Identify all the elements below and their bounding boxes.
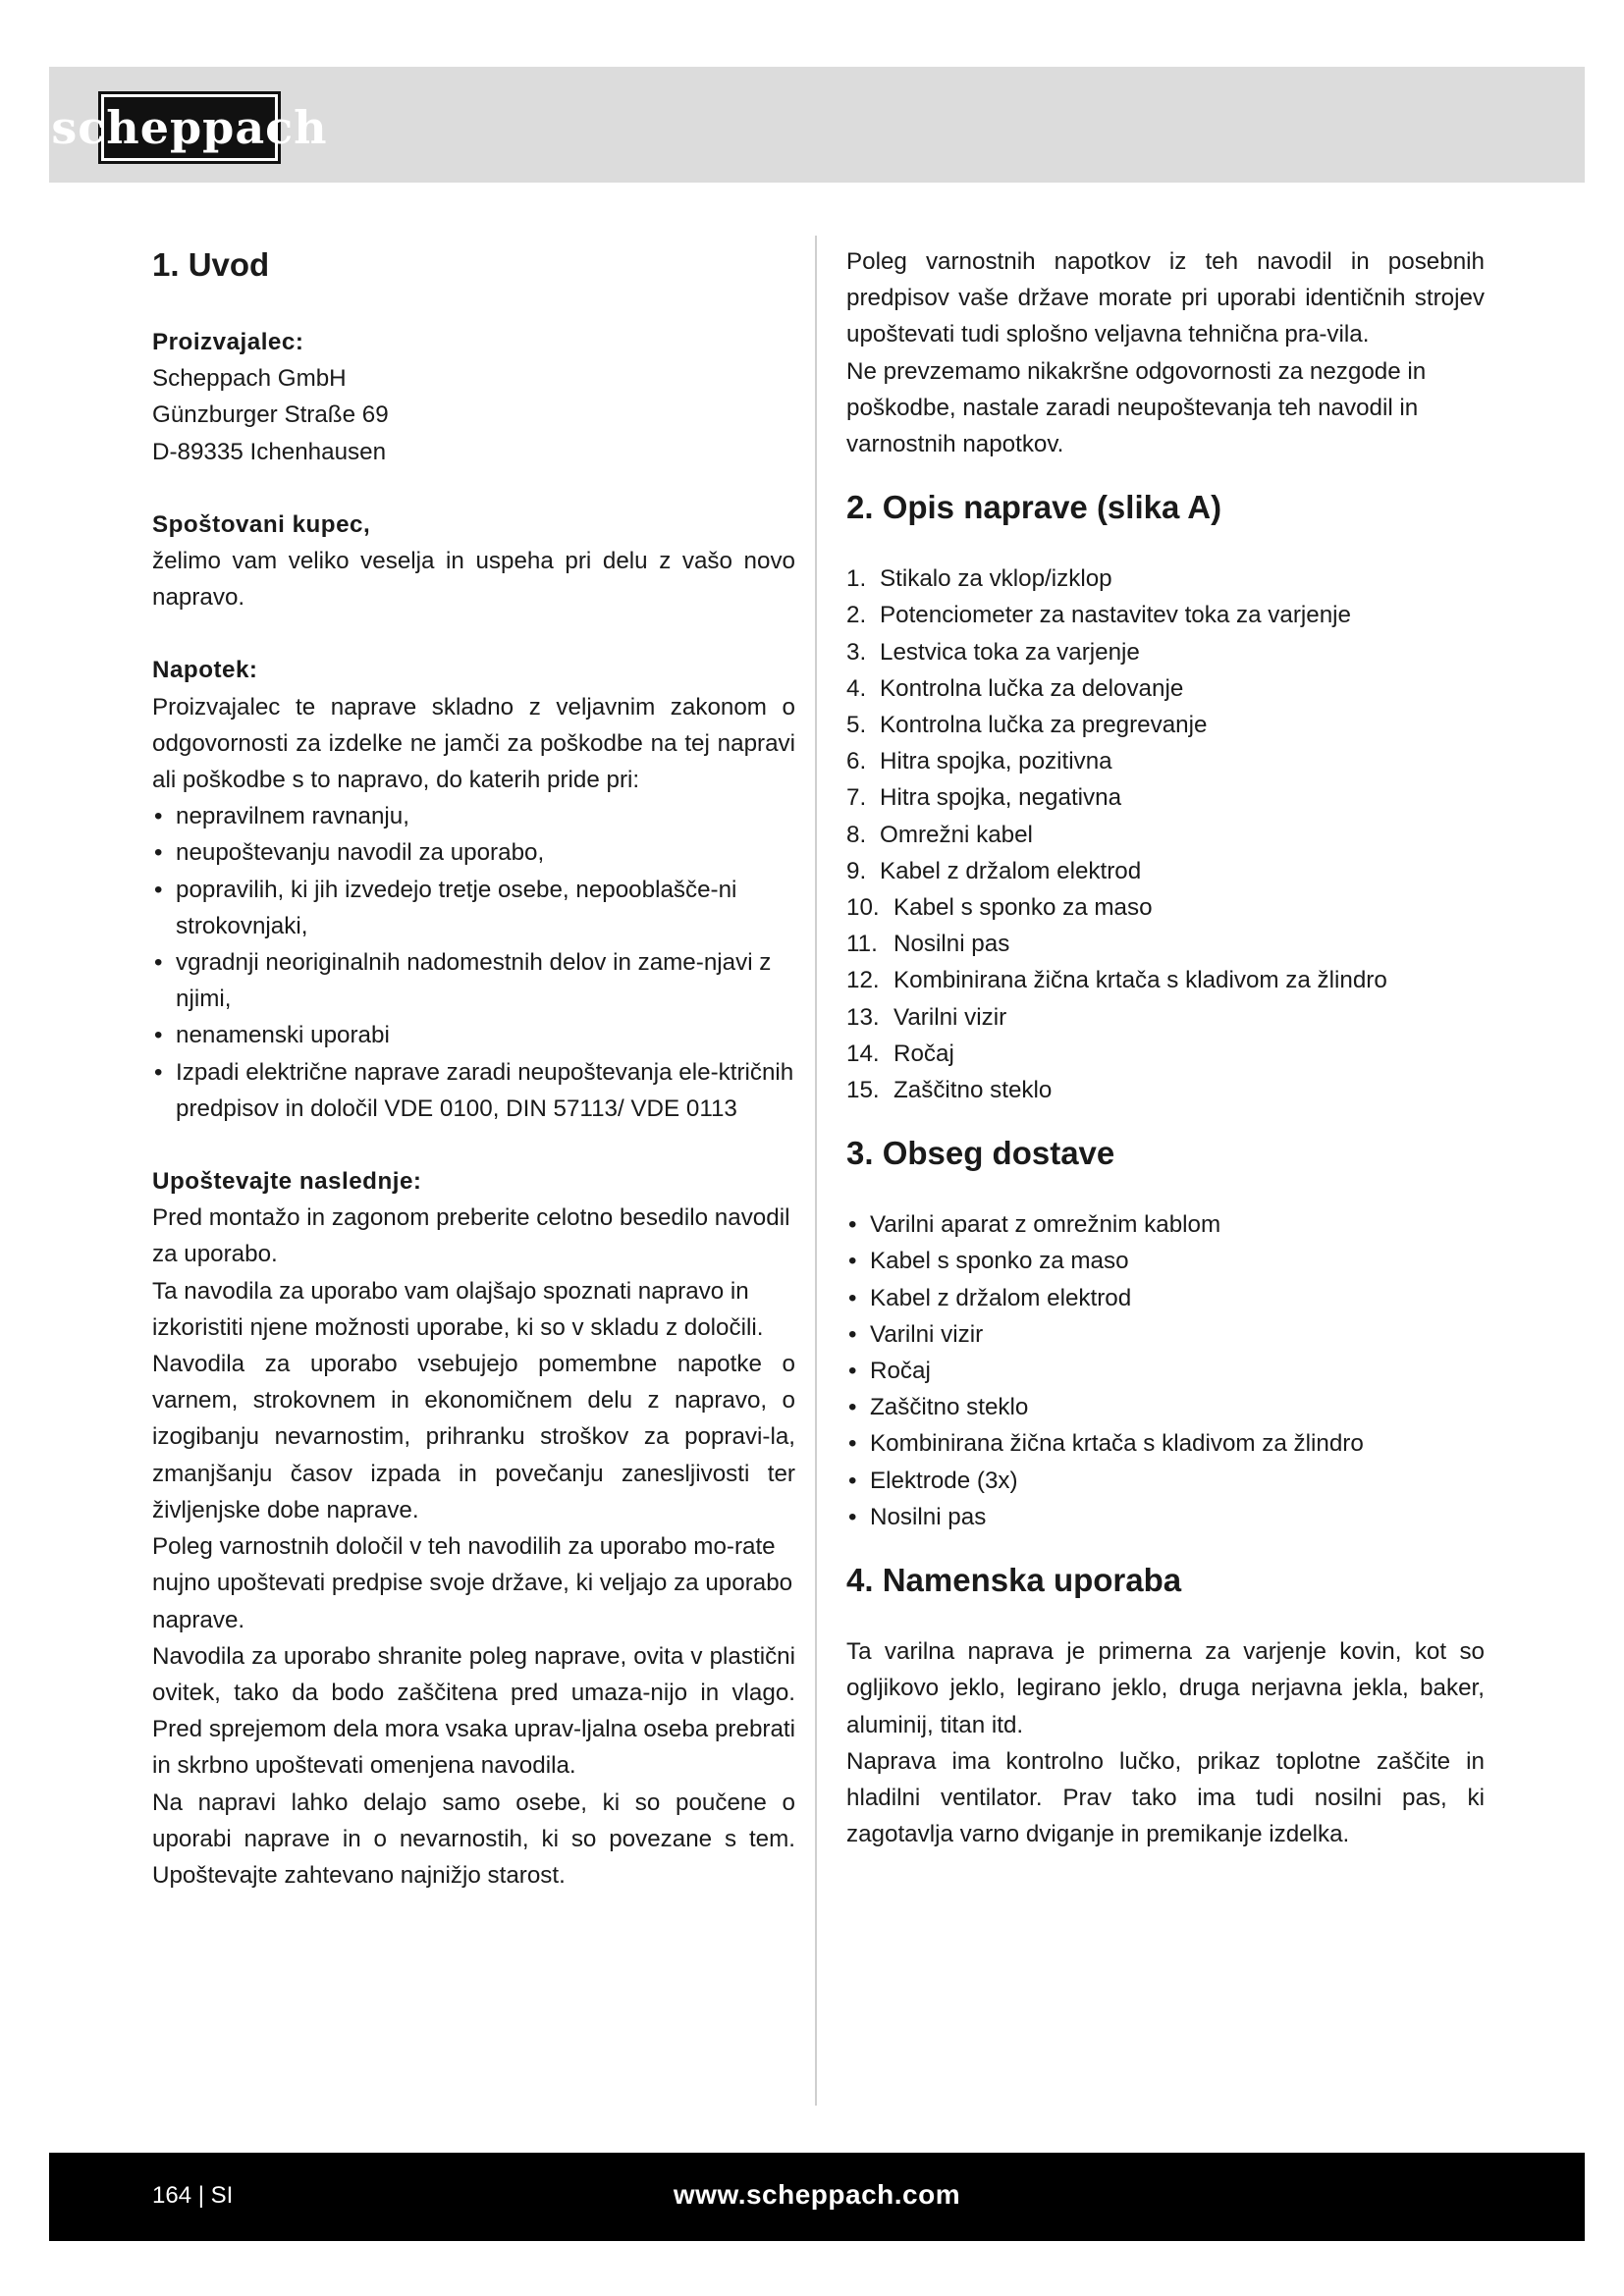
- website-link[interactable]: www.scheppach.com: [673, 2179, 961, 2210]
- list-item: 12. Kombinirana žična krtača s kladivom za žlindro: [846, 967, 1387, 994]
- section-title-opis: 2. Opis naprave (slika A): [846, 489, 1222, 526]
- customer-text: želimo vam veliko veselja in uspeha pri delu z vašo novo napravo.: [152, 548, 795, 612]
- list-item: 1. Stikalo za vklop/izklop: [846, 565, 1112, 593]
- observe-paragraph: Navodila za uporabo shranite poleg naprave, ovita v plastični ovitek, tako da bodo zaščitena pred umaza-nijo in vlago. Pred sprejemom dela mora vsaka uprav-ljalna oseba prebrati in skrbno upoštevati omenjena navodila.: [152, 1642, 795, 1780]
- page-footer: [49, 2153, 1585, 2241]
- list-item: 7. Hitra spojka, negativna: [846, 784, 1122, 812]
- left-column: [152, 243, 795, 1894]
- use-paragraph: Ta varilna naprava je primerna za varjenje kovin, kot so ogljikovo jeklo, legirano jeklo, druga nerjavna jekla, baker, aluminij, titan itd.: [846, 1638, 1485, 1738]
- list-item: 2. Potenciometer za nastavitev toka za varjenje: [846, 602, 1351, 629]
- observe-paragraph: Poleg varnostnih določil v teh navodilih za uporabo mo-rate nujno upoštevati predpise svoje države, ki veljajo za uporabo naprave.: [152, 1533, 793, 1633]
- manufacturer-line: D-89335 Ichenhausen: [152, 438, 387, 465]
- column-divider: [815, 236, 817, 2106]
- list-item: • Kabel s sponko za maso: [846, 1243, 1485, 1279]
- list-item: • popravilih, ki jih izvedejo tretje osebe, nepooblašče-ni strokovnjaki,: [152, 872, 795, 944]
- list-item: 3. Lestvica toka za varjenje: [846, 638, 1140, 666]
- use-paragraph: Naprava ima kontrolno lučko, prikaz toplotne zaščite in hladilni ventilator. Prav tako ima tudi nosilni pas, ki zagotavlja varno dviganje in premikanje izdelka.: [846, 1747, 1485, 1848]
- note-text: Proizvajalec te naprave skladno z veljavnim zakonom o odgovornosti za izdelke ne jamči za poškodbe na tej napravi ali poškodbe s to napravo, do katerih pride pri:: [152, 693, 795, 794]
- list-item: • neupoštevanju navodil za uporabo,: [152, 834, 795, 871]
- observe-paragraph: Navodila za uporabo vsebujejo pomembne napotke o varnem, strokovnem in ekonomičnem delu z napravo, o izogibanju nevarnostim, prihranku stroškov za popravi-la, zmanjšanju časov izpada in povečanju zanesljivosti ter življenjske dobe naprave.: [152, 1351, 795, 1523]
- parts-list: [846, 561, 1485, 1108]
- list-item: 8. Omrežni kabel: [846, 821, 1033, 848]
- observe-paragraph: Pred montažo in zagonom preberite celotno besedilo navodil za uporabo.: [152, 1204, 790, 1268]
- list-item: 4. Kontrolna lučka za delovanje: [846, 674, 1184, 702]
- list-item: 5. Kontrolna lučka za pregrevanje: [846, 712, 1208, 739]
- list-item: • Varilni vizir: [846, 1316, 1485, 1353]
- page-header: [49, 67, 1585, 183]
- observe-label: Upoštevajte naslednje:: [152, 1168, 422, 1196]
- list-item: • nenamenski uporabi: [152, 1017, 795, 1053]
- page-number: 164 | SI: [152, 2182, 234, 2209]
- list-item: 13. Varilni vizir: [846, 1003, 1007, 1031]
- intro-paragraph: Ne prevzemamo nikakršne odgovornosti za nezgode in poškodbe, nastale zaradi neupoštevanja teh navodil in varnostnih napotkov.: [846, 357, 1427, 458]
- observe-paragraph: Na napravi lahko delajo samo osebe, ki so poučene o uporabi naprave in o nevarnostih, ki so povezane s tem. Upoštevajte zahtevano najnižjo starost.: [152, 1789, 795, 1889]
- list-item: 6. Hitra spojka, pozitivna: [846, 748, 1112, 775]
- list-item: 9. Kabel z držalom elektrod: [846, 857, 1142, 884]
- list-item: • Varilni aparat z omrežnim kablom: [846, 1206, 1485, 1243]
- section-title-uvod: 1. Uvod: [152, 246, 270, 283]
- scheppach-logo: scheppach: [98, 91, 281, 164]
- note-list: [152, 798, 795, 1127]
- list-item: 14. Ročaj: [846, 1040, 954, 1067]
- manufacturer-label: Proizvajalec:: [152, 329, 304, 355]
- list-item: • nepravilnem ravnanju,: [152, 798, 795, 834]
- list-item: 15. Zaščitno steklo: [846, 1077, 1053, 1104]
- list-item: • Kombinirana žična krtača s kladivom za žlindro: [846, 1425, 1485, 1462]
- section-title-obseg: 3. Obseg dostave: [846, 1135, 1115, 1172]
- list-item: • Zaščitno steklo: [846, 1389, 1485, 1425]
- list-item: • Nosilni pas: [846, 1499, 1485, 1535]
- note-label: Napotek:: [152, 657, 258, 684]
- manufacturer-line: Günzburger Straße 69: [152, 401, 389, 429]
- list-item: • Elektrode (3x): [846, 1463, 1485, 1499]
- list-item: • vgradnji neoriginalnih nadomestnih delov in zame-njavi z njimi,: [152, 944, 795, 1017]
- section-title-namenska: 4. Namenska uporaba: [846, 1562, 1182, 1599]
- right-column: [846, 243, 1485, 1852]
- list-item: 10. Kabel s sponko za maso: [846, 894, 1153, 922]
- manufacturer-line: Scheppach GmbH: [152, 365, 347, 393]
- intro-paragraph: Poleg varnostnih napotkov iz teh navodil in posebnih predpisov vaše države morate pri uporabi identičnih strojev upoštevati tudi splošno veljavna tehnična pra-vila.: [846, 248, 1485, 348]
- list-item: • Kabel z držalom elektrod: [846, 1280, 1485, 1316]
- observe-paragraph: Ta navodila za uporabo vam olajšajo spoznati napravo in izkoristiti njene možnosti uporabe, ki so v skladu z določili.: [152, 1277, 764, 1341]
- customer-label: Spoštovani kupec,: [152, 510, 371, 538]
- list-item: 11. Nosilni pas: [846, 931, 1010, 958]
- delivery-list: [846, 1206, 1485, 1535]
- list-item: • Ročaj: [846, 1353, 1485, 1389]
- list-item: • Izpadi električne naprave zaradi neupoštevanja ele-ktričnih predpisov in določil VDE 0100, DIN 57113/ VDE 0113: [152, 1054, 795, 1127]
